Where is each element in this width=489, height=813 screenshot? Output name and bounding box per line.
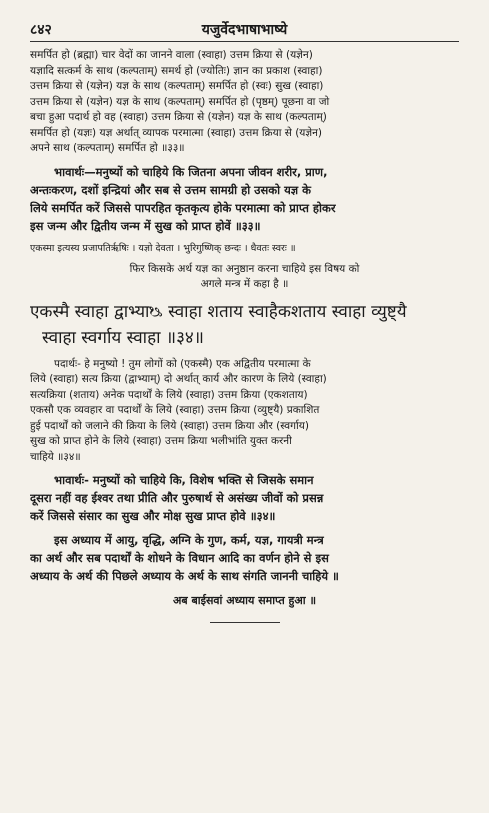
- text-line: करें जिससे संसार का सुख और मोक्ष सुख प्राप्त होवे ॥३४॥: [30, 509, 276, 523]
- text-line: दूसरा नहीं वह ईश्वर तथा प्रीति और पुरुषार्थ से असंख्य जीवों को प्रसन्न: [30, 491, 324, 505]
- text-line: यज्ञादि सत्कर्म के साथ (कल्पताम्) समर्थ हो (ज्योतिः) ज्ञान का प्रकाश (स्वाहा): [30, 64, 323, 77]
- mantra-intro: [30, 262, 459, 293]
- text-line: पदार्थः- हे मनुष्यो ! तुम लोगों को (एकस्मै) एक अद्वितीय परमात्मा के: [54, 357, 311, 370]
- text-line: सत्यक्रिया (शताय) अनेक पदार्थों के लिये (स्वाहा) उत्तम क्रिया (एकशताय): [30, 388, 308, 401]
- text-line: लिये समर्पित करें जिससे पापरहित कृतकृत्य होके परमात्मा को प्राप्त होकर: [30, 200, 336, 215]
- text-line: उत्तम क्रिया से (यज्ञेन) यज्ञ के साथ (कल्पताम्) समर्पित हो (स्वः) सुख (स्वाहा): [30, 80, 324, 92]
- page-number: ८४२: [30, 22, 52, 38]
- text-line: अपने साथ (कल्पताम्) समर्पित हो ॥३३॥: [30, 142, 185, 154]
- mantra-line: एकस्मै स्वाहा द्वाभ्याᳬ स्वाहा शताय स्वाहैकशताय स्वाहा व्युष्ट्यै: [30, 301, 407, 322]
- text-line: इस अध्याय में आयु, वृद्धि, अग्नि के गुण, कर्म, यज्ञ, गायत्री मन्त्र: [54, 533, 324, 547]
- text-line: चाहिये ॥३४॥: [30, 450, 81, 463]
- text-line: उत्तम क्रिया से (यज्ञेन) यज्ञ के साथ (कल्पताम्) समर्पित हो (पृष्ठम्) पूछना वा जो: [30, 95, 330, 108]
- rishi-text: एकस्मा इत्यस्य प्रजापतिर्ऋषिः । यज्ञो देवता । भुरिगुष्णिक् छन्दः । धैवतः स्वरः ॥: [30, 242, 296, 254]
- bhavarth-33: [30, 163, 459, 235]
- text-line: सुख को प्राप्त होने के लिये (स्वाहा) उत्तम क्रिया भलीभांति युक्त करनी: [30, 435, 292, 447]
- running-title: यजुर्वेदभाषाभाष्ये: [201, 22, 288, 38]
- mantra: [30, 299, 459, 351]
- text-line: अध्याय के अर्थ की पिछले अध्याय के अर्थ के साथ संगति जाननी चाहिये ॥: [30, 569, 339, 583]
- page-header: [30, 14, 459, 42]
- text-line: हुई पदार्थों को जलाने की क्रिया के लिये (स्वाहा) उत्तम क्रिया और (स्वर्गाय): [30, 419, 309, 432]
- text-line: भावार्थः- मनुष्यों को चाहिये कि, विशेष भक्ति से जिसके समान: [54, 473, 314, 487]
- mantra-line: स्वाहा स्वर्गाय स्वाहा ॥३४॥: [42, 327, 204, 348]
- text-line: लिये (स्वाहा) सत्य क्रिया (द्वाभ्याम्) दो अर्थात् कार्य और कारण के लिये (स्वाहा): [30, 373, 327, 385]
- text-line: इस जन्म और द्वितीय जन्म में सुख को प्राप्त होवें ॥३३॥: [30, 218, 261, 233]
- chapter-end-line: अब बाईसवां अध्याय समाप्त हुआ ॥: [172, 594, 317, 607]
- text-line: बचा हुआ पदार्थ हो वह (स्वाहा) उत्तम क्रिया से (यज्ञेन) यज्ञ के साथ (कल्पताम्): [30, 111, 327, 123]
- header-rule: [30, 41, 459, 42]
- text-line: अन्तःकरण, दशों इन्द्रियां और सब से उत्तम सामग्री हो उसको यज्ञ के: [30, 182, 311, 197]
- rishi-line: [30, 241, 459, 256]
- text-line: एकसौ एक व्यवहार वा पदार्थों के लिये (स्वाहा) उत्तम क्रिया (व्युष्ट्यै) प्रकाशित: [30, 404, 320, 416]
- text-line: समर्पित हो (यज्ञः) यज्ञ अर्थात् व्यापक परमात्मा (स्वाहा) उत्तम क्रिया से (यज्ञेन): [30, 126, 323, 139]
- translation-top: [30, 48, 459, 157]
- text-line: भावार्थः—मनुष्यों को चाहिये कि जितना अपना जीवन शरीर, प्राण,: [54, 164, 328, 179]
- end-rule: [210, 622, 280, 623]
- text-line: समर्पित हो (ब्रह्मा) चार वेदों का जानने वाला (स्वाहा) उत्तम क्रिया से (यज्ञेन): [30, 49, 313, 61]
- padarth: [30, 357, 459, 466]
- bhavarth-34: [30, 471, 459, 525]
- intro-line: फिर किसके अर्थ यज्ञ का अनुष्ठान करना चाहिये इस विषय को: [129, 262, 360, 275]
- text-line: का अर्थ और सब पदार्थों के शोधने के विधान आदि का वर्णन होने से इस: [30, 551, 329, 565]
- chapter-summary: [30, 531, 459, 585]
- intro-line: अगले मन्त्र में कहा है ॥: [200, 278, 289, 290]
